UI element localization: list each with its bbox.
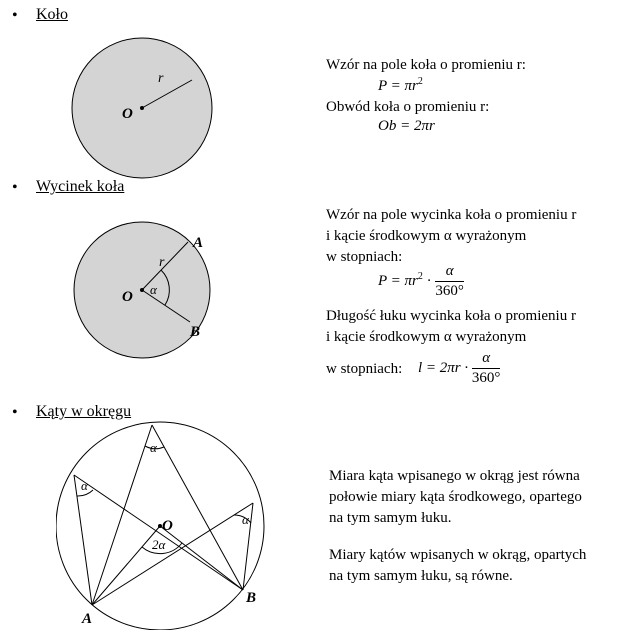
bullet-icon: • (12, 404, 18, 421)
equal-angles-line-1: Miary kątów wpisanych w okrąg, opartych (329, 547, 587, 563)
inscribed-angles-diagram (56, 420, 286, 630)
arc-length-fraction (472, 350, 501, 387)
center-dot (140, 288, 144, 292)
chord-top-b (152, 425, 243, 590)
circle-diagram (70, 36, 220, 186)
bullet-icon: • (12, 7, 18, 24)
inscribed-angle-label-right: α (242, 512, 249, 527)
angle-label: α (150, 282, 157, 297)
sector-area-caption-3: w stopniach: (326, 249, 403, 265)
inscribed-rule-line-1: Miara kąta wpisanego w okrąg jest równa (329, 468, 580, 484)
center-label: O (122, 106, 133, 122)
radius-label: r (158, 71, 164, 86)
sector-area-dot: · (426, 272, 432, 289)
arc-length-left: l = 2πr · (418, 359, 469, 376)
chord-left-b (74, 475, 243, 590)
area-formula-exponent: 2 (417, 76, 423, 87)
sector-area-exponent: 2 (417, 270, 423, 282)
central-angle-label: 2α (152, 537, 166, 552)
arc-length-caption-1: Długość łuku wycinka koła o promieniu r (326, 308, 576, 324)
point-b-label: B (190, 324, 201, 340)
fraction-denominator: 360° (471, 370, 501, 386)
inscribed-angle-label-left: α (81, 478, 88, 493)
arc-length-caption-2: i kącie środkowym α wyrażonym (326, 329, 527, 345)
center-label: O (162, 518, 173, 534)
bullet-icon: • (12, 179, 18, 196)
inscribed-angle-label-top: α (150, 440, 157, 455)
equal-angles-line-2: na tym samym łuku, są równe. (329, 568, 513, 584)
point-a-label: A (82, 611, 93, 627)
arc-length-caption-3: w stopniach: (326, 361, 403, 377)
point-b-label: B (246, 590, 257, 606)
circle-area-formula (378, 76, 423, 95)
fraction-denominator: 360° (435, 283, 464, 299)
chord-a-top (92, 425, 152, 605)
section-heading-wycinek: Wycinek koła (36, 178, 125, 195)
sector-area-left: P = πr (378, 272, 418, 289)
sector-area-caption-1: Wzór na pole wycinka koła o promieniu r (326, 207, 577, 223)
circle-perimeter-caption: Obwód koła o promieniu r: (326, 99, 490, 115)
sector-area-formula (378, 263, 464, 300)
section-heading-katy: Kąty w okręgu (36, 403, 132, 420)
center-label: O (122, 289, 133, 305)
sector-area-fraction (435, 263, 464, 300)
circle-area-caption: Wzór na pole koła o promieniu r: (326, 57, 526, 73)
chord-a-left (74, 475, 92, 605)
fraction-numerator: α (472, 350, 501, 369)
area-formula-base: P = πr (378, 78, 418, 94)
sector-diagram (70, 218, 220, 368)
radius-label: r (159, 255, 165, 270)
center-dot (140, 106, 144, 110)
circle-perimeter-formula: Ob = 2πr (378, 118, 435, 134)
point-a-label: A (193, 235, 204, 251)
arc-length-formula (418, 350, 500, 387)
section-heading-kolo: Koło (36, 6, 68, 23)
inscribed-rule-line-2: połowie miary kąta środkowego, opartego (329, 489, 582, 505)
radius-to-a (92, 526, 160, 605)
fraction-numerator: α (435, 263, 464, 282)
inscribed-rule-line-3: na tym samym łuku. (329, 510, 452, 526)
sector-area-caption-2: i kącie środkowym α wyrażonym (326, 228, 527, 244)
